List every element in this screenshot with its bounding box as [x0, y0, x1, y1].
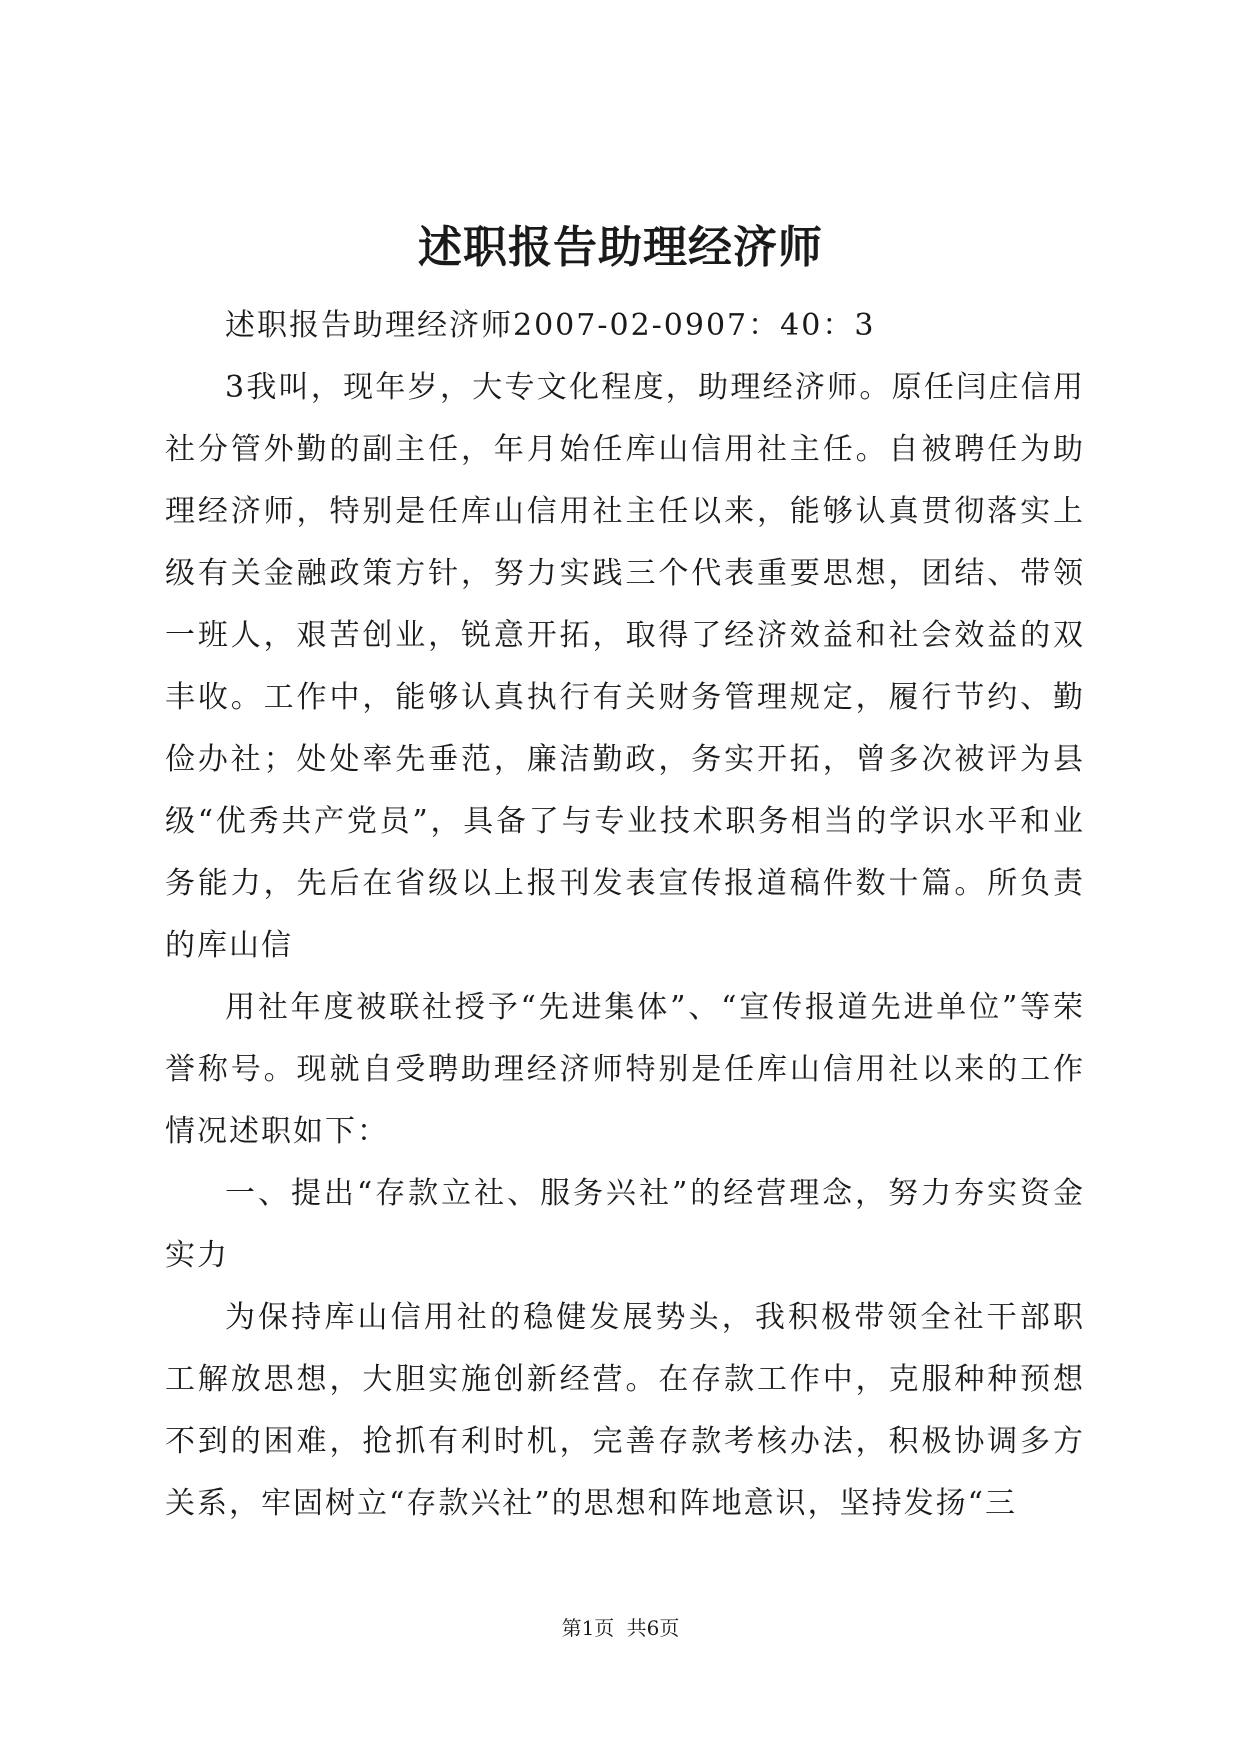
page-total: 共6页	[626, 1616, 680, 1640]
paragraph-intro: 3我叫，现年岁，大专文化程度，助理经济师。原任闫庄信用社分管外勤的副主任，年月始任库山信用社主任。自被聘任为助理经济师，特别是任库山信用社主任以来，能够认真贯彻落实上级有关金融政策方针，努力实践三个代表重要思想，团结、带领一班人，艰苦创业，锐意开拓，取得了经济效益和社会效益的双丰收。工作中，能够认真执行有关财务管理规定，履行节约、勤俭办社；处处率先垂范，廉洁勤政，务实开拓，曾多次被评为县级“优秀共产党员”，具备了与专业技术职务相当的学识水平和业务能力，先后在省级以上报刊发表宣传报道稿件数十篇。所负责的库山信	[165, 370, 1085, 963]
page-footer	[0, 1613, 1241, 1643]
paragraph-honors: 用社年度被联社授予“先进集体”、“宣传报道先进单位”等荣誉称号。现就自受聘助理经济师特别是任库山信用社以来的工作情况述职如下：	[165, 990, 1085, 1149]
section-heading-1: 一、提出“存款立社、服务兴社”的经营理念，努力夯实资金实力	[165, 1176, 1085, 1273]
document-body	[165, 295, 1085, 1535]
page-number: 第1页	[561, 1616, 615, 1640]
document-title: 述职报告助理经济师	[418, 222, 823, 273]
paragraph-header-line: 述职报告助理经济师2007-02-0907：40：3	[225, 308, 876, 343]
paragraph-section-1: 为保持库山信用社的稳健发展势头，我积极带领全社干部职工解放思想，大胆实施创新经营。在存款工作中，克服种种预想不到的困难，抢抓有利时机，完善存款考核办法，积极协调多方关系，牢固树立“存款兴社”的思想和阵地意识，坚持发扬“三	[165, 1300, 1085, 1521]
